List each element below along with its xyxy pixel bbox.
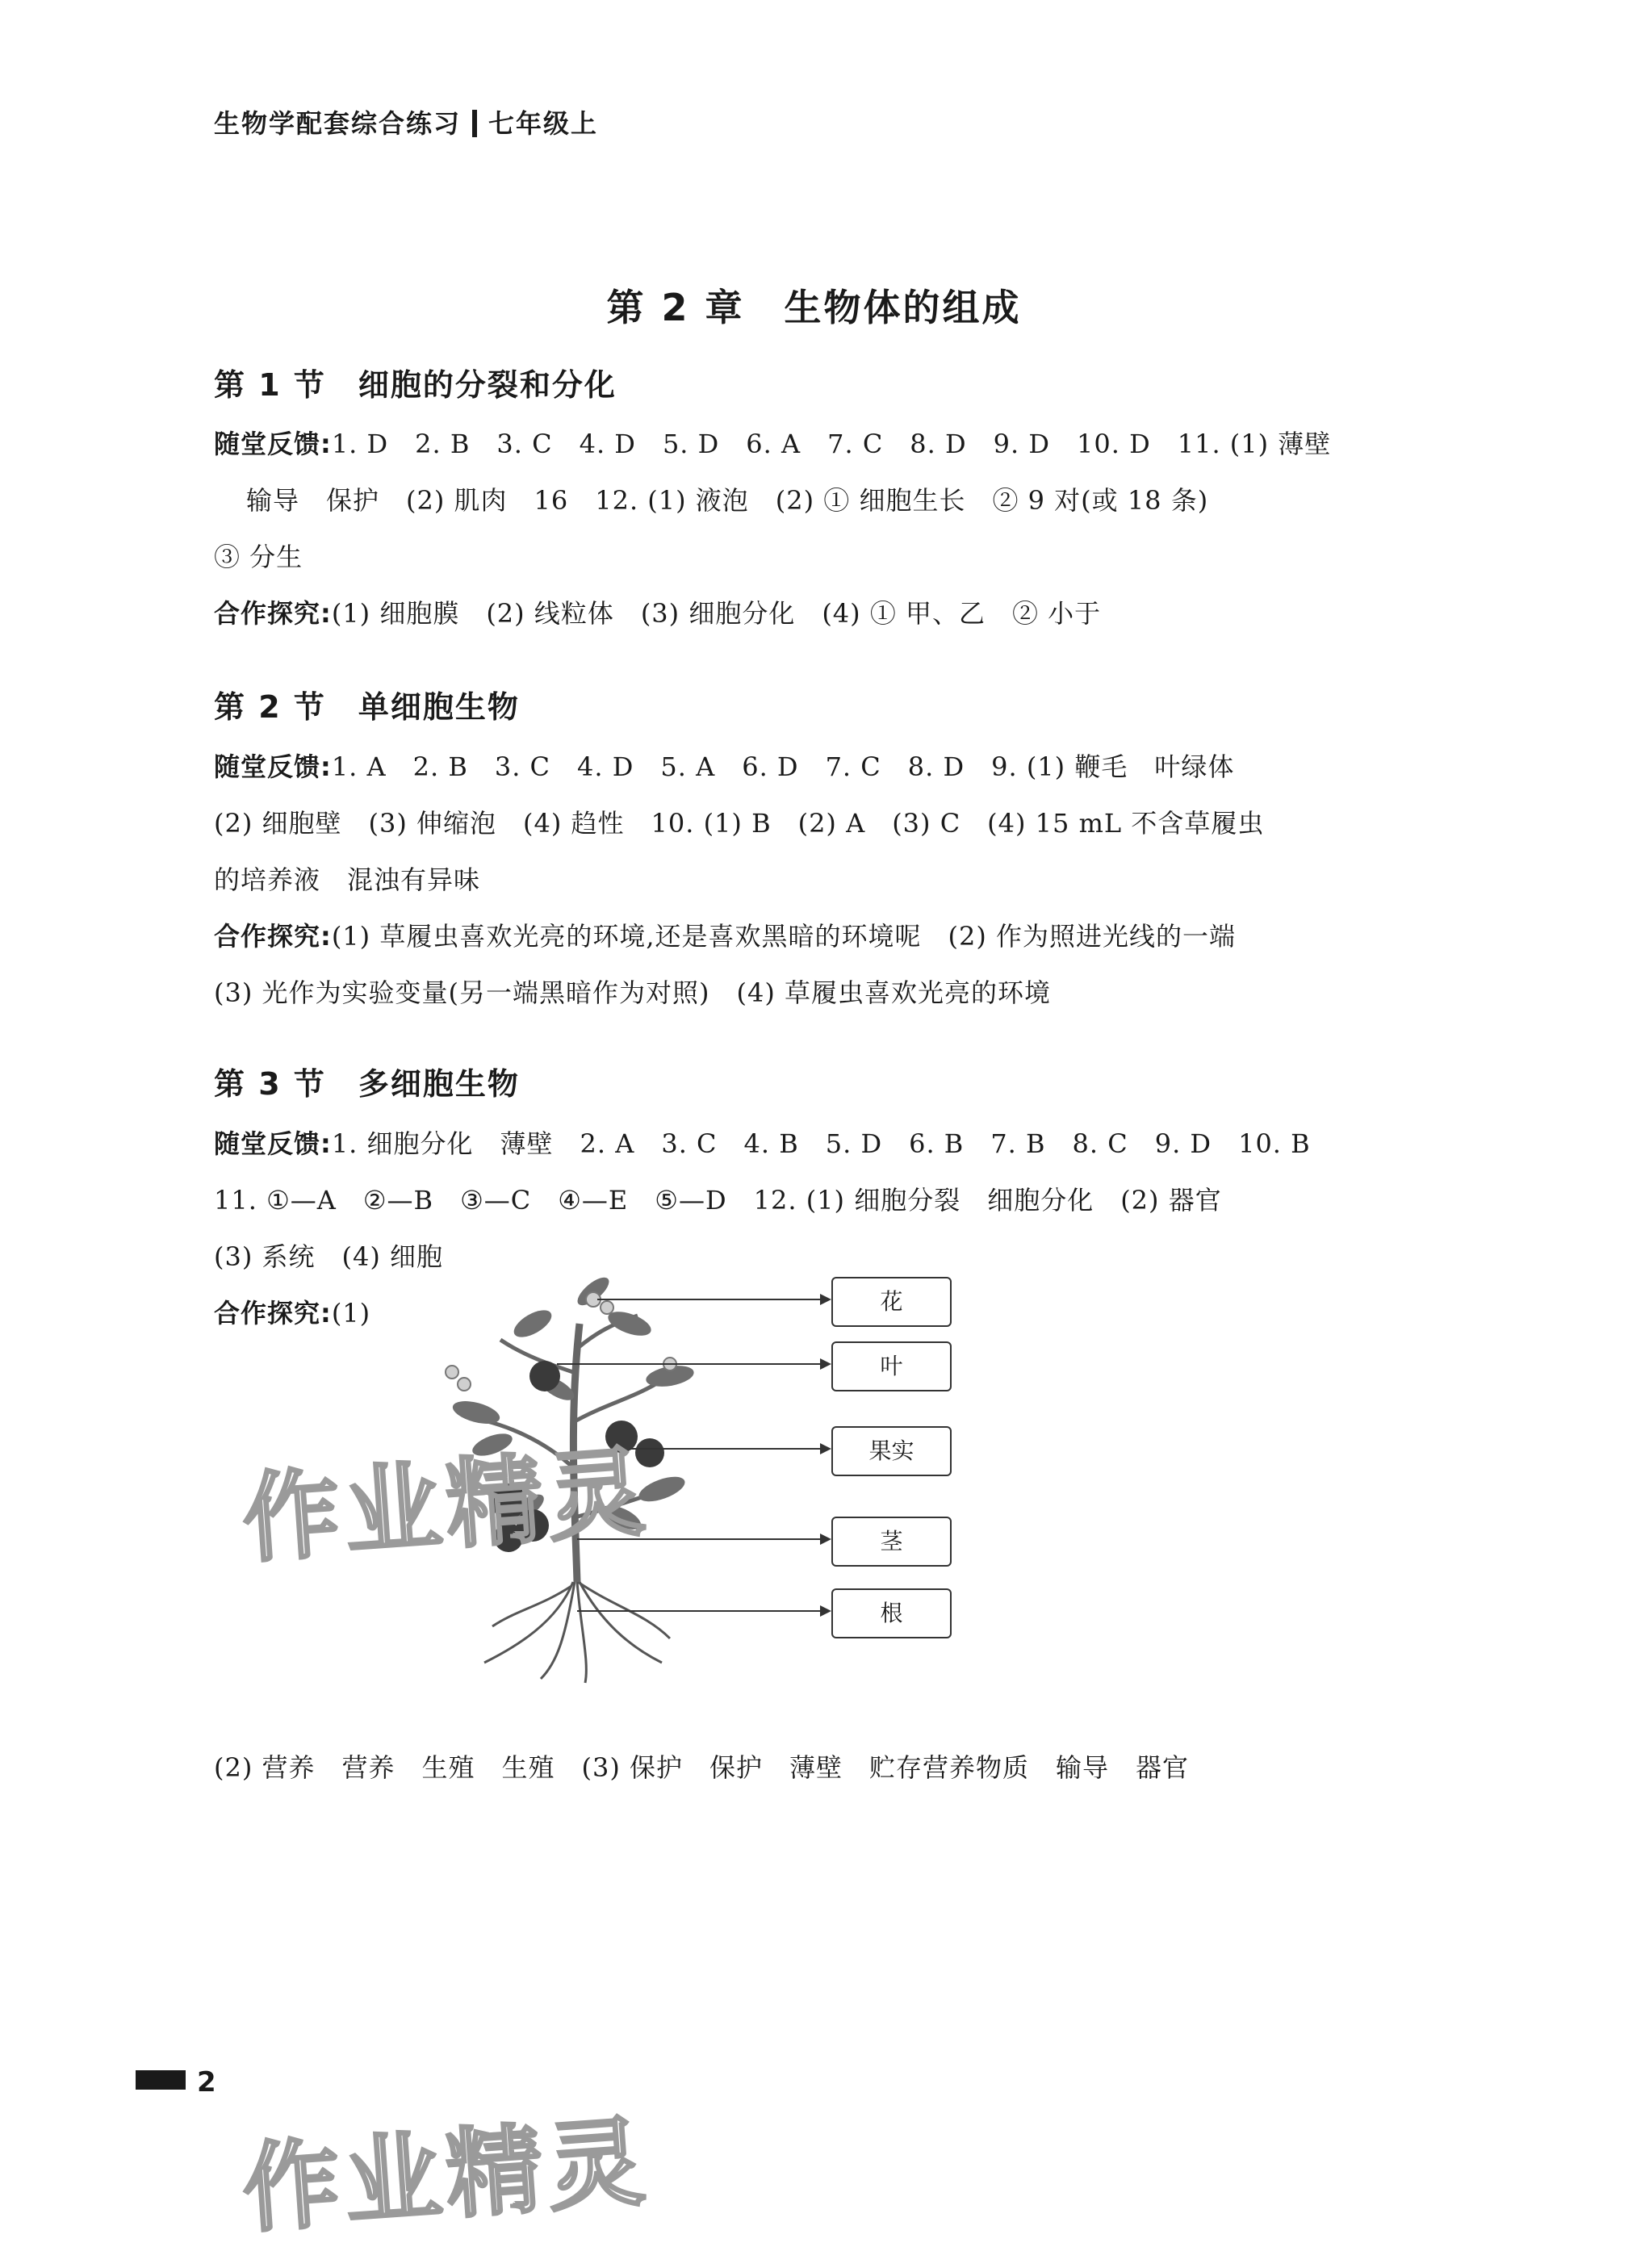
feedback-label: 随堂反馈: — [214, 1128, 332, 1159]
page-number-marker — [136, 2070, 186, 2090]
section-2-feedback-line-2: (2) 细胞壁 (3) 伸缩泡 (4) 趋性 10. (1) B (2) A (3) C (4) 15 mL 不含草履虫 — [214, 808, 1265, 839]
section-3-explore-line-2: (2) 营养 营养 生殖 生殖 (3) 保护 保护 薄壁 贮存营养物质 输导 器官 — [214, 1752, 1190, 1783]
section-3-feedback-line-2: 11. ①—A ②—B ③—C ④—E ⑤—D 12. (1) 细胞分裂 细胞分化 (2) 器官 — [214, 1185, 1222, 1216]
watermark-bottom: 作业精灵 — [239, 2106, 653, 2247]
arrowhead — [820, 1358, 831, 1370]
flower — [601, 1301, 613, 1314]
feedback-text: 1. 细胞分化 薄壁 2. A 3. C 4. B 5. D 6. B 7. B 8. C 9. D 10. B — [331, 1128, 1311, 1159]
section-1-feedback-line-3: ③ 分生 — [214, 542, 303, 572]
feedback-text: 1. A 2. B 3. C 4. D 5. A 6. D 7. C 8. D 9. (1) 鞭毛 叶绿体 — [331, 751, 1235, 782]
explore-label: 合作探究: — [214, 921, 332, 952]
section-2-explore-line-2: (3) 光作为实验变量(另一端黑暗作为对照) (4) 草履虫喜欢光亮的环境 — [214, 977, 1051, 1008]
explore-text: (1) — [331, 1298, 371, 1329]
page-number — [136, 2066, 216, 2099]
page-number-text: 2 — [197, 2066, 216, 2099]
arrowhead — [820, 1294, 831, 1305]
section-1-feedback-line-2: 输导 保护 (2) 肌肉 16 12. (1) 液泡 (2) ① 细胞生长 ② 9 对(或 18 条) — [246, 485, 1209, 516]
chapter-title: 第 2 章 生物体的组成 — [606, 286, 1022, 329]
explore-text: (1) 细胞膜 (2) 线粒体 (3) 细胞分化 (4) ① 甲、乙 ② 小于 — [331, 598, 1102, 629]
section-1-title: 第 1 节 细胞的分裂和分化 — [214, 367, 617, 403]
feedback-label: 随堂反馈: — [214, 429, 332, 459]
label-box-root: 根 — [831, 1588, 952, 1638]
explore-label: 合作探究: — [214, 1298, 332, 1329]
section-3-feedback-line-3: (3) 系统 (4) 细胞 — [214, 1241, 444, 1272]
book-title: 生物学配套综合练习 — [214, 108, 462, 139]
explore-text: (1) 草履虫喜欢光亮的环境,还是喜欢黑暗的环境呢 (2) 作为照进光线的一端 — [331, 921, 1236, 952]
arrowhead — [820, 1443, 831, 1454]
watermark: 作业精灵 — [239, 1436, 653, 1577]
fruit — [529, 1361, 560, 1391]
grade-label: 七年级上 — [488, 108, 599, 139]
flower — [458, 1378, 471, 1391]
label-box-leaf: 叶 — [831, 1341, 952, 1391]
section-2-feedback-line-3: 的培养液 混浊有异味 — [214, 864, 481, 895]
root-line — [541, 1582, 575, 1679]
arrowhead — [820, 1534, 831, 1545]
arrowhead — [820, 1605, 831, 1617]
branch — [576, 1380, 662, 1421]
label-box-stem: 茎 — [831, 1517, 952, 1567]
feedback-label: 随堂反馈: — [214, 751, 332, 782]
feedback-text: 1. D 2. B 3. C 4. D 5. D 6. A 7. C 8. D 9. D 10. D 11. (1) 薄壁 — [331, 429, 1332, 459]
root-line — [577, 1582, 586, 1683]
leaf — [509, 1305, 555, 1343]
label-box-flower: 花 — [831, 1277, 952, 1327]
flower — [446, 1366, 458, 1379]
explore-label: 合作探究: — [214, 598, 332, 629]
section-3-title: 第 3 节 多细胞生物 — [214, 1066, 520, 1102]
section-2-title: 第 2 节 单细胞生物 — [214, 689, 520, 725]
label-box-fruit: 果实 — [831, 1426, 952, 1476]
